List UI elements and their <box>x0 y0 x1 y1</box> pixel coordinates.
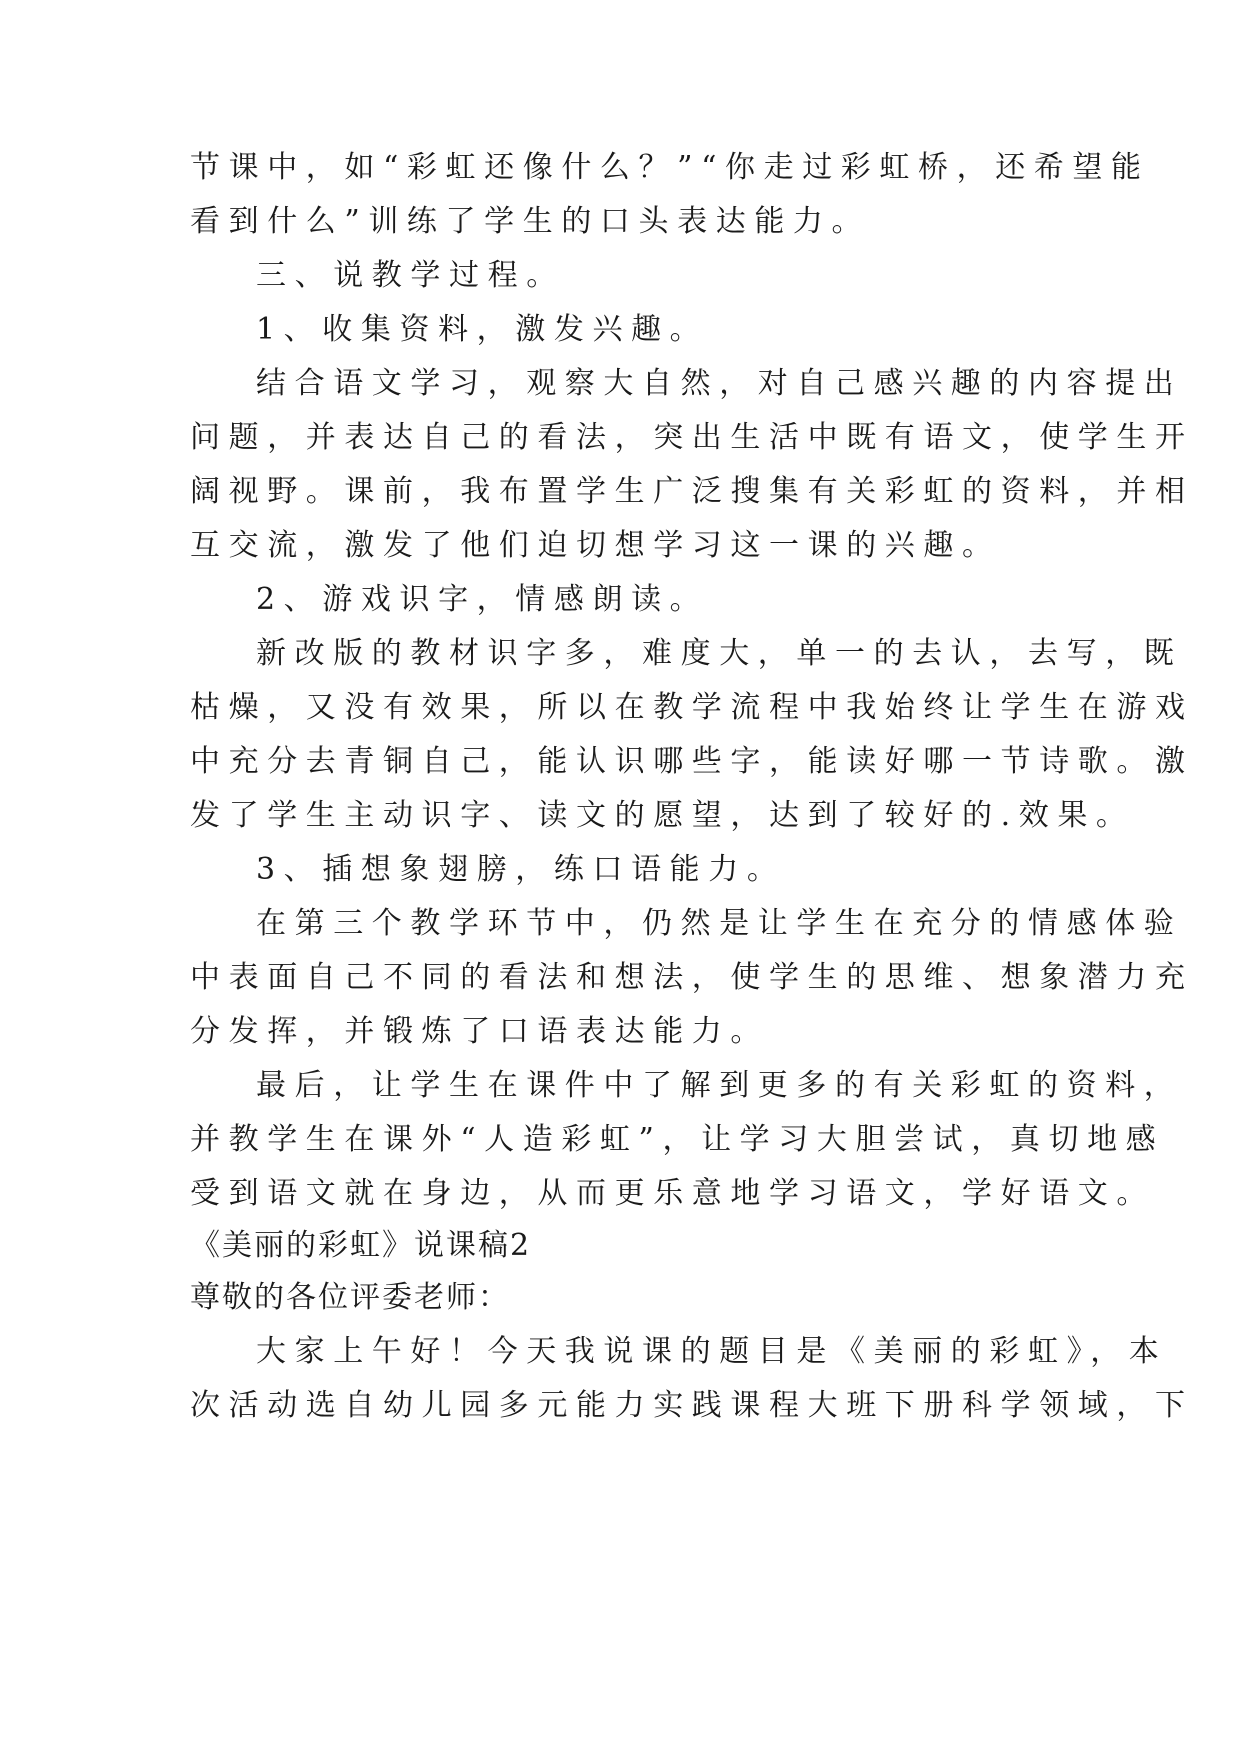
paragraph-line: 阔视野。课前，我布置学生广泛搜集有关彩虹的资料，并相 <box>190 474 1194 509</box>
salutation: 尊敬的各位评委老师： <box>190 1280 510 1315</box>
paragraph-line: 结合语文学习，观察大自然，对自己感兴趣的内容提出 <box>256 366 1183 401</box>
subheading: 2、游戏识字，情感朗读。 <box>256 582 709 617</box>
paragraph-line: 看到什么”训练了学生的口头表达能力。 <box>190 204 871 239</box>
paragraph-line: 受到语文就在身边，从而更乐意地学习语文，学好语文。 <box>190 1176 1155 1211</box>
paragraph-line: 新改版的教材识字多，难度大，单一的去认，去写，既 <box>256 636 1183 671</box>
paragraph-line: 次活动选自幼儿园多元能力实践课程大班下册科学领域，下 <box>190 1388 1194 1423</box>
paragraph-line: 节课中，如“彩虹还像什么？”“你走过彩虹桥，还希望能 <box>190 150 1150 185</box>
paragraph-line: 最后，让学生在课件中了解到更多的有关彩虹的资料， <box>256 1068 1183 1103</box>
paragraph-line: 并教学生在课外“人造彩虹”，让学习大胆尝试，真切地感 <box>190 1122 1165 1157</box>
subheading: 1、收集资料，激发兴趣。 <box>256 312 709 347</box>
paragraph-line: 问题，并表达自己的看法，突出生活中既有语文，使学生开 <box>190 420 1194 455</box>
paragraph-line: 中表面自己不同的看法和想法，使学生的思维、想象潜力充 <box>190 960 1194 995</box>
paragraph-line: 互交流，激发了他们迫切想学习这一课的兴趣。 <box>190 528 1001 563</box>
paragraph-line: 在第三个教学环节中，仍然是让学生在充分的情感体验 <box>256 906 1183 941</box>
paragraph-line: 大家上午好！今天我说课的题目是《美丽的彩虹》，本 <box>256 1334 1168 1369</box>
subheading: 3、插想象翅膀，练口语能力。 <box>256 852 786 887</box>
paragraph-line: 中充分去青铜自己，能认识哪些字，能读好哪一节诗歌。激 <box>190 744 1194 779</box>
section-heading: 三、说教学过程。 <box>256 258 565 293</box>
document-title: 《美丽的彩虹》说课稿2 <box>190 1228 532 1263</box>
paragraph-line: 分发挥，并锻炼了口语表达能力。 <box>190 1014 769 1049</box>
paragraph-line: 发了学生主动识字、读文的愿望，达到了较好的.效果。 <box>190 798 1135 833</box>
paragraph-line: 枯燥，又没有效果，所以在教学流程中我始终让学生在游戏 <box>190 690 1194 725</box>
